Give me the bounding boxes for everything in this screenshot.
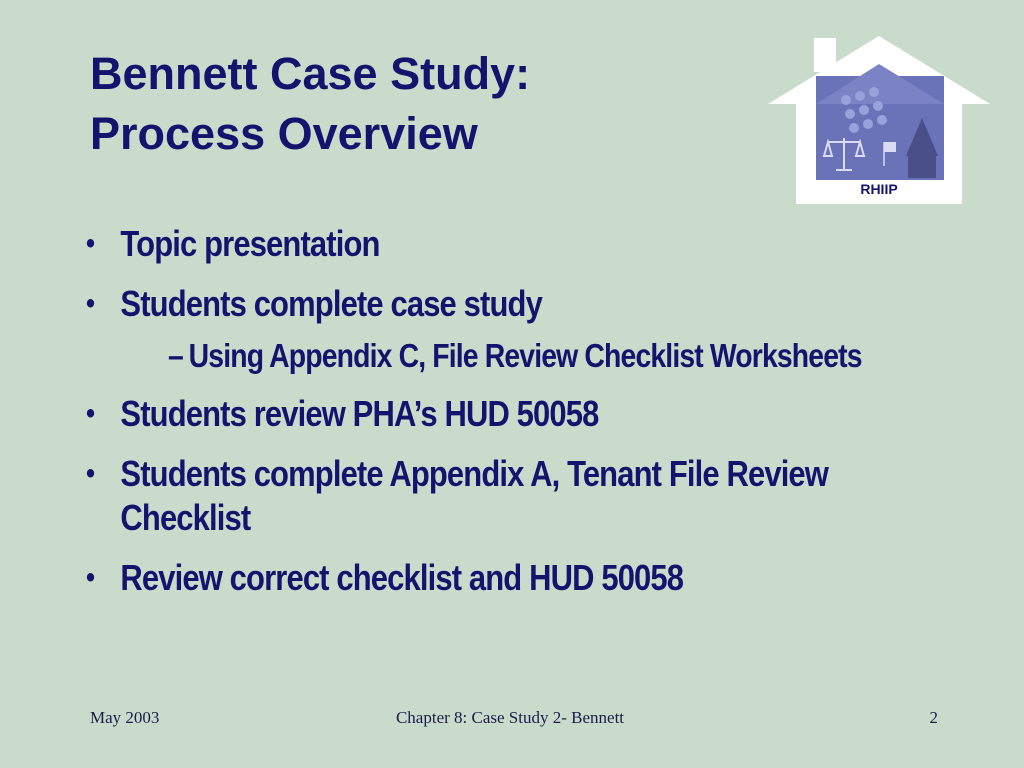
bullet-icon: • (86, 457, 95, 490)
bullet-item (86, 222, 958, 266)
footer-chapter: Chapter 8: Case Study 2- Bennett (395, 708, 625, 727)
bullet-text: Review correct checklist and HUD 50058 (120, 557, 684, 598)
title-line-2: Process Overview (90, 108, 478, 159)
title-line-1: Bennett Case Study: (90, 48, 531, 99)
slide-title (90, 44, 530, 164)
bullet-text: Students complete case study (120, 283, 542, 324)
bullet-text: Students review PHA’s HUD 50058 (120, 393, 599, 434)
bullet-icon: • (86, 397, 95, 430)
sub-bullet-text: Using Appendix C, File Review Checklist Worksheets (188, 337, 862, 374)
bullet-item (86, 556, 958, 600)
footer-page-number: 2 (929, 708, 938, 727)
rhiip-house-logo (766, 34, 992, 206)
bullet-item (86, 282, 958, 326)
bullet-icon: • (86, 287, 95, 320)
logo-text: RHIIP (860, 181, 898, 197)
sub-bullet-item (168, 336, 983, 376)
dash-icon: – (168, 337, 183, 374)
bullet-item (86, 452, 958, 540)
bullet-icon: • (86, 561, 95, 594)
bullet-item (86, 392, 958, 436)
bullet-icon: • (86, 227, 95, 260)
bullet-list (86, 222, 926, 616)
bullet-text: Students complete Appendix A, Tenant File Review Checklist (120, 453, 829, 538)
footer-date: May 2003 (90, 708, 160, 727)
bullet-text: Topic presentation (120, 223, 380, 264)
